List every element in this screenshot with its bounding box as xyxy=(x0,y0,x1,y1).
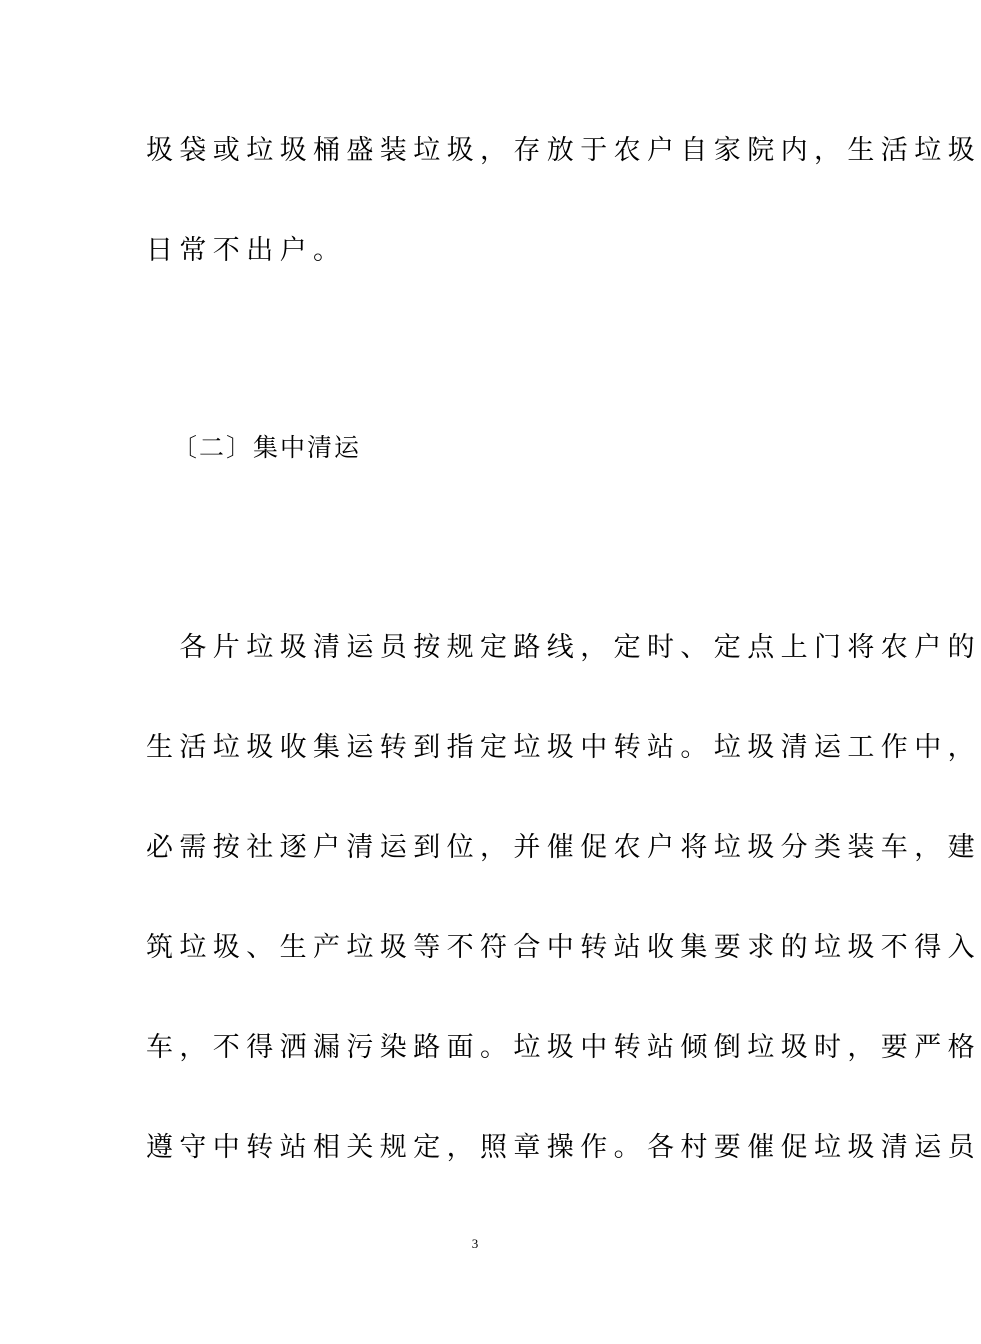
paragraph-a-line-2: 日常不出户。 xyxy=(146,235,347,266)
page-number: 3 xyxy=(471,1236,479,1251)
paragraph-b-line-3: 必需按社逐户清运到位，并催促农户将垃圾分类装车，建 xyxy=(146,832,981,863)
paragraph-a-line-1: 圾袋或垃圾桶盛装垃圾，存放于农户自家院内，生活垃圾 xyxy=(146,135,981,166)
paragraph-b-line-1: 各片垃圾清运员按规定路线，定时、定点上门将农户的 xyxy=(146,632,981,663)
paragraph-b-line-6: 遵守中转站相关规定，照章操作。各村要催促垃圾清运员 xyxy=(146,1132,981,1163)
section-heading: 〔二〕集中清运 xyxy=(172,433,362,462)
paragraph-b-line-2: 生活垃圾收集运转到指定垃圾中转站。垃圾清运工作中， xyxy=(146,732,981,763)
paragraph-b-line-5: 车，不得洒漏污染路面。垃圾中转站倾倒垃圾时，要严格 xyxy=(146,1032,981,1063)
paragraph-b-line-4: 筑垃圾、生产垃圾等不符合中转站收集要求的垃圾不得入 xyxy=(146,932,981,963)
